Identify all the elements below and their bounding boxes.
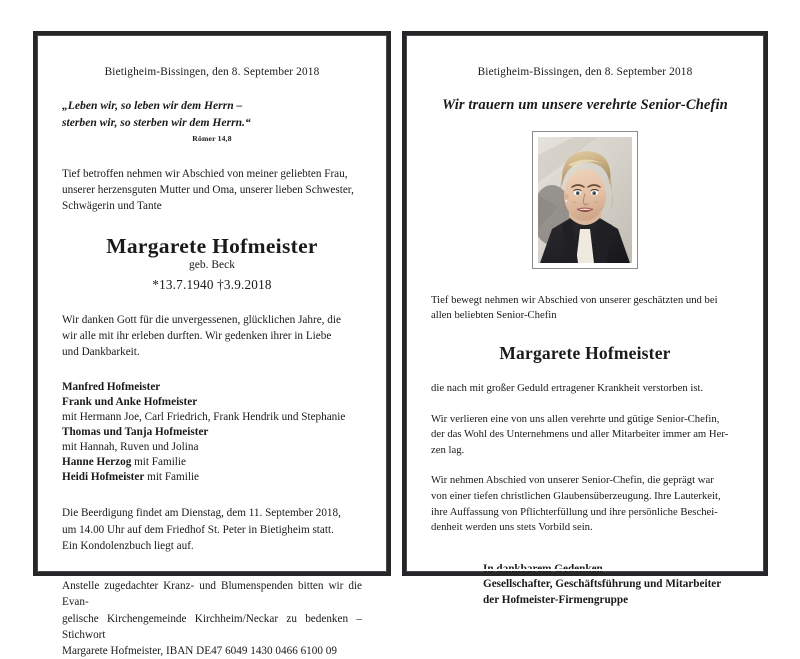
right-place-date: Bietigheim-Bissingen, den 8. September 2018	[477, 66, 693, 78]
funeral-line-3: Ein Kondolenzbuch liegt auf.	[62, 539, 194, 552]
mourner-row	[62, 455, 362, 470]
mourner-name: Hanne Herzog	[62, 455, 132, 468]
mourner-detail: mit Familie	[131, 455, 186, 468]
mourner-row	[62, 470, 362, 485]
mourner-name: Heidi Hofmeister	[62, 470, 145, 483]
tribute1-line-2: der das Wohl des Unternehmens und aller Mitarbeiter immer am Her-	[431, 428, 729, 441]
mourner-name: Thomas und Tanja Hofmeister	[62, 425, 209, 438]
thanks-line-1: Wir danken Gott für die unvergessenen, glücklichen Jahre, die	[62, 313, 341, 326]
company-tribute-paragraph-1	[431, 412, 739, 459]
tribute2-line-3: ihre Auffassung von Pflichterfüllung und ihre persönliche Beschei-	[431, 505, 718, 518]
thanks-line-3: und Dankbarkeit.	[62, 345, 140, 358]
deceased-name: Margarete Hofmeister	[106, 233, 318, 258]
family-obituary-content	[62, 66, 362, 659]
company-obituary-card	[402, 31, 768, 606]
donation-line-1: Anstelle zugedachter Kranz- und Blumenspenden bitten wir die Evan-	[62, 580, 362, 609]
bible-verse	[62, 98, 362, 144]
family-obituary-card	[33, 31, 391, 658]
funeral-line-1: Die Beerdigung findet am Dienstag, dem 11. September 2018,	[62, 507, 341, 520]
bible-verse-line-1: „Leben wir, so leben wir dem Herrn –	[62, 99, 243, 112]
funeral-details	[62, 505, 362, 554]
mourner-detail: mit Hannah, Ruven und Jolina	[62, 440, 199, 453]
bible-verse-reference: Römer 14,8	[192, 133, 232, 143]
company-tribute-paragraph-2	[431, 473, 739, 536]
maiden-name: geb. Beck	[189, 258, 235, 271]
portrait-photo-frame	[532, 131, 638, 269]
mourner-detail: mit Familie	[144, 470, 200, 483]
company-signoff	[431, 562, 739, 608]
left-place-date: Bietigheim-Bissingen, den 8. September 2018	[104, 66, 320, 78]
donation-line-2: gelische Kirchengemeinde Kirchheim/Neckar zu bedenken – Stichwort	[62, 612, 362, 641]
left-intro-line-3: Schwägerin und Tante	[62, 199, 162, 212]
company-obituary-content	[431, 66, 739, 608]
signoff-line-3: der Hofmeister-Firmengruppe	[483, 593, 629, 606]
tribute1-line-1: Wir verlieren eine von uns allen verehrte und gütige Senior-Chefin,	[431, 412, 720, 425]
donation-line-3: Margarete Hofmeister, IBAN DE47 6049 1430 0466 6100 09	[62, 645, 337, 658]
life-dates: *13.7.1940 †3.9.2018	[152, 276, 272, 292]
company-heading: Wir trauern um unsere verehrte Senior-Chefin	[442, 97, 728, 113]
thanks-line-2: wir alle mit ihr erleben durften. Wir gedenken ihrer in Liebe	[62, 329, 332, 342]
signoff-line-2: Gesellschafter, Geschäftsführung und Mitarbeiter	[483, 578, 722, 591]
left-intro-text	[62, 166, 362, 214]
funeral-line-2: um 14.00 Uhr auf dem Friedhof St. Peter in Bietigheim statt.	[62, 523, 334, 536]
portrait-photo	[538, 137, 632, 263]
company-intro-text	[431, 293, 739, 323]
donation-request	[62, 578, 362, 659]
company-deceased-name: Margarete Hofmeister	[499, 343, 671, 364]
tribute1-line-3: zen lag.	[431, 443, 465, 456]
mourner-name: Frank und Anke Hofmeister	[62, 396, 198, 409]
mourners-list	[62, 380, 362, 484]
mourner-row	[62, 395, 362, 410]
company-intro-line-1: Tief bewegt nehmen wir Abschied von unserer geschätzten und bei	[431, 294, 718, 306]
tribute2-line-2: von einer tiefen christlichen Glaubensüberzeugung. Ihre Lauterkeit,	[431, 490, 721, 503]
mourner-row	[62, 410, 362, 425]
mourner-row	[62, 440, 362, 455]
company-intro-line-2: allen beliebten Senior-Chefin	[431, 309, 557, 322]
family-obituary-inner-frame	[37, 35, 387, 658]
cause-of-death-line: die nach mit großer Geduld ertragener Krankheit verstorben ist.	[431, 382, 704, 395]
company-obituary-inner-frame	[406, 35, 764, 606]
signoff-line-1: In dankbarem Gedenken	[483, 562, 603, 575]
deceased-name-block	[62, 234, 362, 293]
tribute2-line-1: Wir nehmen Abschied von unserer Senior-Chefin, die geprägt war	[431, 474, 714, 487]
left-intro-line-1: Tief betroffen nehmen wir Abschied von meiner geliebten Frau,	[62, 167, 348, 180]
tribute2-line-4: denheit werden uns stets Vorbild sein.	[431, 521, 593, 534]
mourner-detail: mit Hermann Joe, Carl Friedrich, Frank Hendrik und Stephanie	[62, 411, 346, 423]
portrait-photo-image	[538, 137, 632, 263]
thanksgiving-text	[62, 312, 362, 361]
left-intro-line-2: unserer herzensguten Mutter und Oma, unserer lieben Schwester,	[62, 183, 354, 196]
mourner-name: Manfred Hofmeister	[62, 381, 161, 394]
bible-verse-line-2: sterben wir, so sterben wir dem Herrn.“	[62, 115, 251, 129]
mourner-row	[62, 380, 362, 395]
mourner-row	[62, 425, 362, 440]
